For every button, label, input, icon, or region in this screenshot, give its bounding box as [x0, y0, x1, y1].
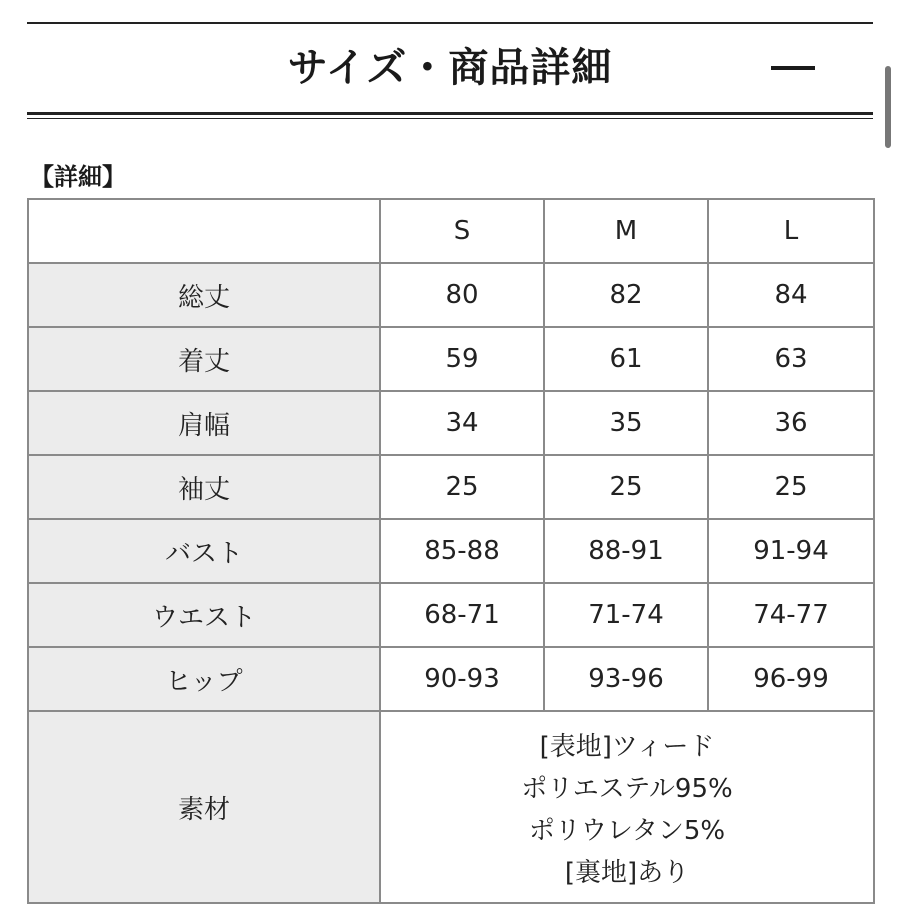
section-label: 【詳細】	[30, 163, 126, 191]
table-row-material	[28, 711, 874, 903]
table-cell: 91-94	[708, 519, 874, 583]
table-row	[28, 583, 874, 647]
table-cell: 25	[708, 455, 874, 519]
table-cell: 74-77	[708, 583, 874, 647]
material-line: ポリウレタン5%	[528, 816, 726, 846]
table-cell: 68-71	[380, 583, 544, 647]
row-label-total-length: 総丈	[28, 263, 380, 327]
material-line: [裏地]あり	[564, 858, 690, 888]
table-cell: 96-99	[708, 647, 874, 711]
table-cell: 80	[380, 263, 544, 327]
minus-icon	[771, 66, 815, 70]
scrollbar-thumb[interactable]	[885, 66, 891, 148]
table-cell: 93-96	[544, 647, 708, 711]
table-cell: 71-74	[544, 583, 708, 647]
column-header-s: S	[380, 199, 544, 263]
size-table	[27, 198, 875, 904]
material-line: ポリエステル95%	[521, 774, 733, 804]
page-title: サイズ・商品詳細	[287, 45, 613, 91]
column-header-l: L	[708, 199, 874, 263]
table-row	[28, 327, 874, 391]
table-row	[28, 391, 874, 455]
header-divider-thin	[27, 118, 873, 119]
table-cell: 82	[544, 263, 708, 327]
table-cell: 59	[380, 327, 544, 391]
accordion-header[interactable]	[27, 24, 873, 112]
table-cell: 85-88	[380, 519, 544, 583]
table-header-row	[28, 199, 874, 263]
material-line: [表地]ツィード	[539, 732, 715, 762]
row-label-body-length: 着丈	[28, 327, 380, 391]
table-cell: 25	[544, 455, 708, 519]
row-label-waist: ウエスト	[28, 583, 380, 647]
table-cell: 36	[708, 391, 874, 455]
table-cell: 34	[380, 391, 544, 455]
row-label-material: 素材	[28, 711, 380, 903]
table-cell: 88-91	[544, 519, 708, 583]
table-cell: 63	[708, 327, 874, 391]
table-cell: 90-93	[380, 647, 544, 711]
row-label-sleeve-length: 袖丈	[28, 455, 380, 519]
table-row	[28, 647, 874, 711]
row-label-bust: バスト	[28, 519, 380, 583]
table-row	[28, 519, 874, 583]
row-label-hip: ヒップ	[28, 647, 380, 711]
table-row	[28, 263, 874, 327]
table-row	[28, 455, 874, 519]
table-cell: 61	[544, 327, 708, 391]
table-cell: 35	[544, 391, 708, 455]
row-label-shoulder-width: 肩幅	[28, 391, 380, 455]
header-divider-thick	[27, 112, 873, 115]
collapse-button[interactable]	[771, 50, 815, 86]
table-cell: 25	[380, 455, 544, 519]
column-header-m: M	[544, 199, 708, 263]
material-cell	[380, 711, 874, 903]
table-cell: 84	[708, 263, 874, 327]
table-corner-cell	[28, 199, 380, 263]
